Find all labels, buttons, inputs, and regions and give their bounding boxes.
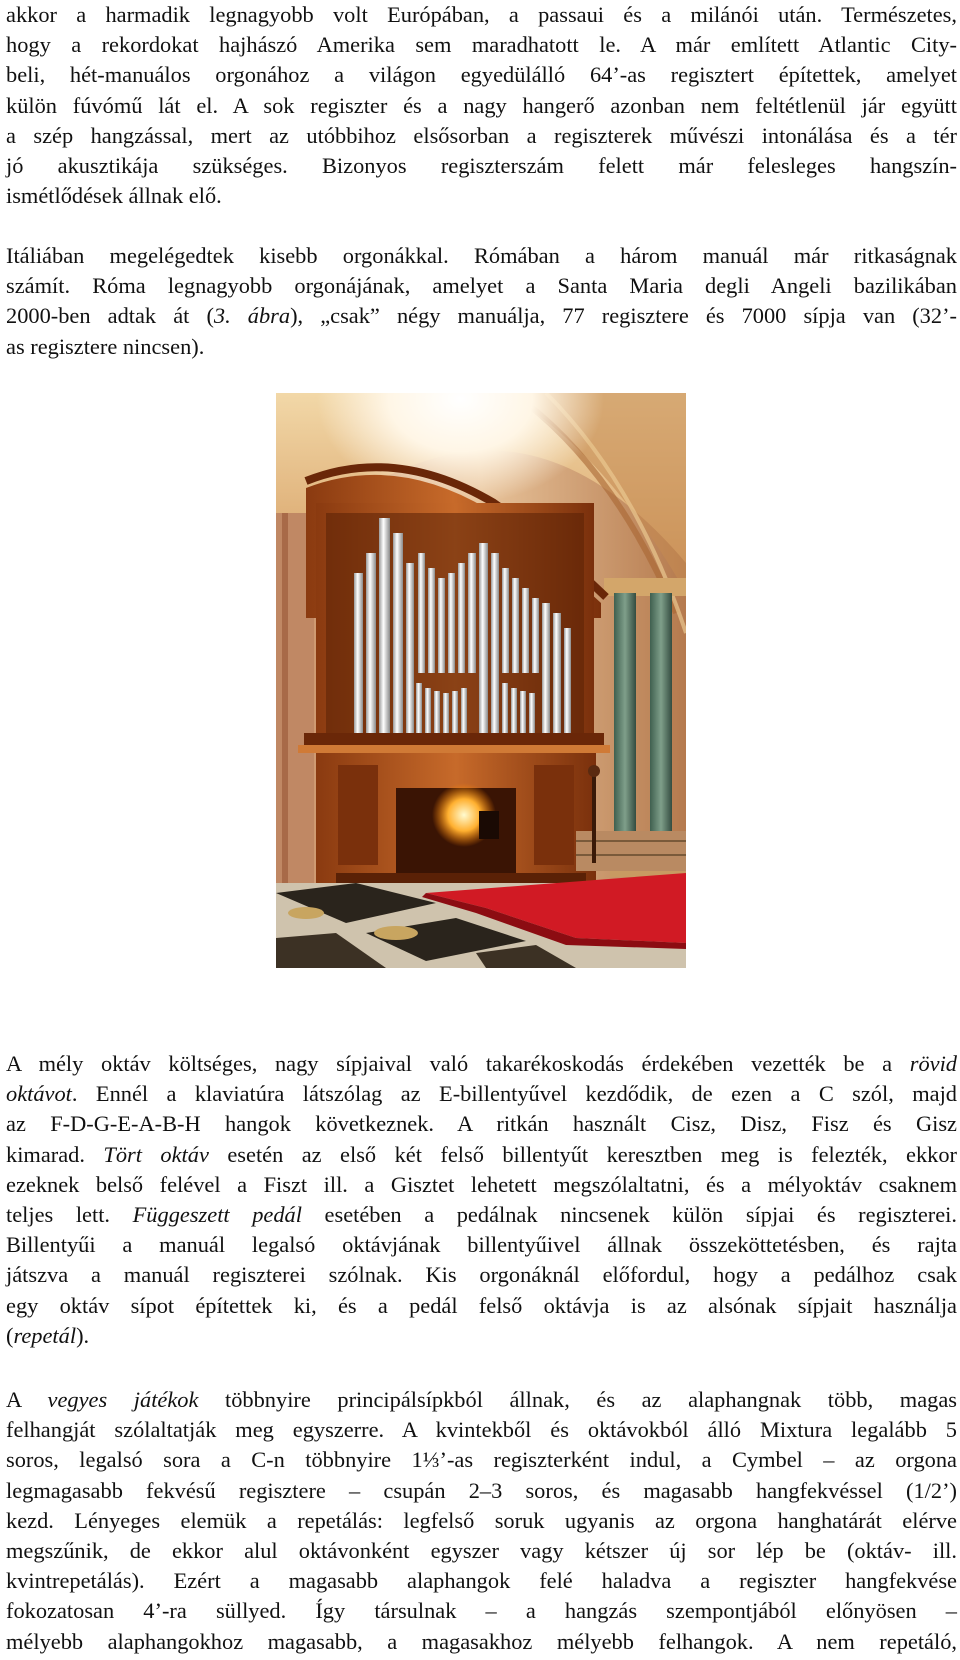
text-line: egy oktáv sípot építettek ki, és a pedál felső oktávja is az alsónak sípjait használja xyxy=(6,1292,957,1318)
text-line: ezeknek belső felével a Fiszt ill. a Gisztet lehetett megszólaltatni, és a mélyoktáv csaknem xyxy=(6,1171,957,1197)
text-line: kezd. Lényeges elemük a repetálás: legfelső soruk ugyanis az orgona hanghatárát elérve xyxy=(6,1507,957,1533)
term-emphasis: oktávot xyxy=(6,1081,72,1107)
term-emphasis: rövid xyxy=(909,1051,957,1076)
text-run: többnyire principálsípkból állnak, és az alaphangnak több, magas xyxy=(198,1387,957,1412)
text-line xyxy=(6,301,957,331)
text-line: a szép hangzással, mert az utóbbihoz elsősorban a regiszterek művészi intonálása és a tér xyxy=(6,122,957,148)
text-line: felhangját szólaltatják meg egyszerre. A kvintekből és oktávokból álló Mixtura legalább 5 xyxy=(6,1417,957,1443)
paragraph-3 xyxy=(6,1049,957,1351)
figure-reference: 3. ábra xyxy=(213,303,291,329)
text-run: ). xyxy=(76,1322,90,1348)
text-line xyxy=(6,1321,957,1351)
text-run: esetében a pedálnak nincsenek külön sípjai és regiszterei. xyxy=(301,1202,957,1228)
text-line: ismétlődések állnak elő. xyxy=(6,183,222,209)
text-line: as regisztere nincsen). xyxy=(6,333,205,359)
text-run: 2000-ben adtak át ( xyxy=(6,303,214,329)
text-run: A mély oktáv költséges, nagy sípjaival való takarékoskodás érdekében vezették be a xyxy=(6,1051,910,1076)
text-run: teljes lett. xyxy=(6,1202,133,1228)
text-run: . Ennél a klaviatúra látszólag az E-billentyűvel kezdődik, de ezen a C szól, majd xyxy=(71,1081,957,1107)
text-line: fokozatosan 4’-ra süllyed. Így társulnak – a hangzás szempontjából előnyösen – xyxy=(6,1598,957,1624)
text-run: ), „csak” négy manuálja, 77 regisztere és 7000 sípja van (32’- xyxy=(290,303,957,329)
text-line: soros, legalsó sora a C-n többnyire 1⅓’-as regiszterként indul, a Cymbel – az orgona xyxy=(6,1447,957,1473)
text-line xyxy=(6,1200,957,1230)
text-line: kvintrepetálás). Ezért a magasabb alaphangok felé haladva a regiszter hangfekvése xyxy=(6,1568,957,1594)
organ-photo xyxy=(276,393,686,968)
term-emphasis: Tört oktáv xyxy=(103,1141,209,1167)
text-line xyxy=(6,1385,957,1415)
text-line: külön fúvómű lát el. A sok regiszter és a nagy hangerő azonban nem feltétlenül jár együtt xyxy=(6,92,957,118)
paragraph-2 xyxy=(6,241,957,362)
text-line xyxy=(6,1140,957,1170)
term-emphasis: Függeszett pedál xyxy=(132,1202,302,1228)
text-run: ( xyxy=(6,1322,14,1348)
term-emphasis: vegyes játékok xyxy=(47,1387,199,1412)
paragraph-1 xyxy=(6,0,957,211)
text-line xyxy=(6,1079,957,1109)
text-line: az F-D-G-E-A-B-H hangok következnek. A ritkán használt Cisz, Disz, Fisz és Gisz xyxy=(6,1111,957,1137)
text-line xyxy=(6,1049,957,1079)
text-line: Billentyűi a manuál legalsó oktávjának billentyűivel állnak összeköttetésben, és rajta xyxy=(6,1232,957,1258)
text-line: legmagasabb fekvésű regisztere – csupán 2–3 soros, és magasabb hangfekvéssel (1/2’) xyxy=(6,1477,957,1503)
text-run: kimarad. xyxy=(6,1141,104,1167)
text-line: játszva a manuál regiszterei szólnak. Kis orgonáknál előfordul, hogy a pedálhoz csak xyxy=(6,1262,957,1288)
text-line: mélyebb alaphangokhoz magasabb, a magasakhoz mélyebb felhangok. A nem repetáló, xyxy=(6,1628,957,1654)
text-run: A xyxy=(6,1387,48,1412)
term-emphasis: repetál xyxy=(13,1322,77,1348)
text-line: megszűnik, de ekkor alul oktávonként egyszer vagy kétszer új sor lép be (oktáv- ill. xyxy=(6,1538,957,1564)
text-line: Itáliában megelégedtek kisebb orgonákkal. Rómában a három manuál már ritkaságnak xyxy=(6,243,957,268)
text-line: jó akusztikája szükséges. Bizonyos regiszterszám felett már felesleges hangszín- xyxy=(6,153,957,179)
organ-photo-image xyxy=(276,393,686,968)
text-line: hogy a rekordokat hajhászó Amerika sem maradhatott le. A már említett Atlantic City- xyxy=(6,32,957,58)
text-line: akkor a harmadik legnagyobb volt Európában, a passaui és a milánói után. Természetes, xyxy=(6,2,957,27)
paragraph-4 xyxy=(6,1385,957,1657)
text-line: beli, hét-manuálos orgonához a világon egyedülálló 64’-as regisztert építettek, amelyet xyxy=(6,62,957,88)
text-line: számít. Róma legnagyobb orgonájának, amelyet a Santa Maria degli Angeli bazilikában xyxy=(6,273,957,299)
text-run: esetén az első két felső billentyűt keresztben meg is felezték, ekkor xyxy=(208,1141,957,1167)
